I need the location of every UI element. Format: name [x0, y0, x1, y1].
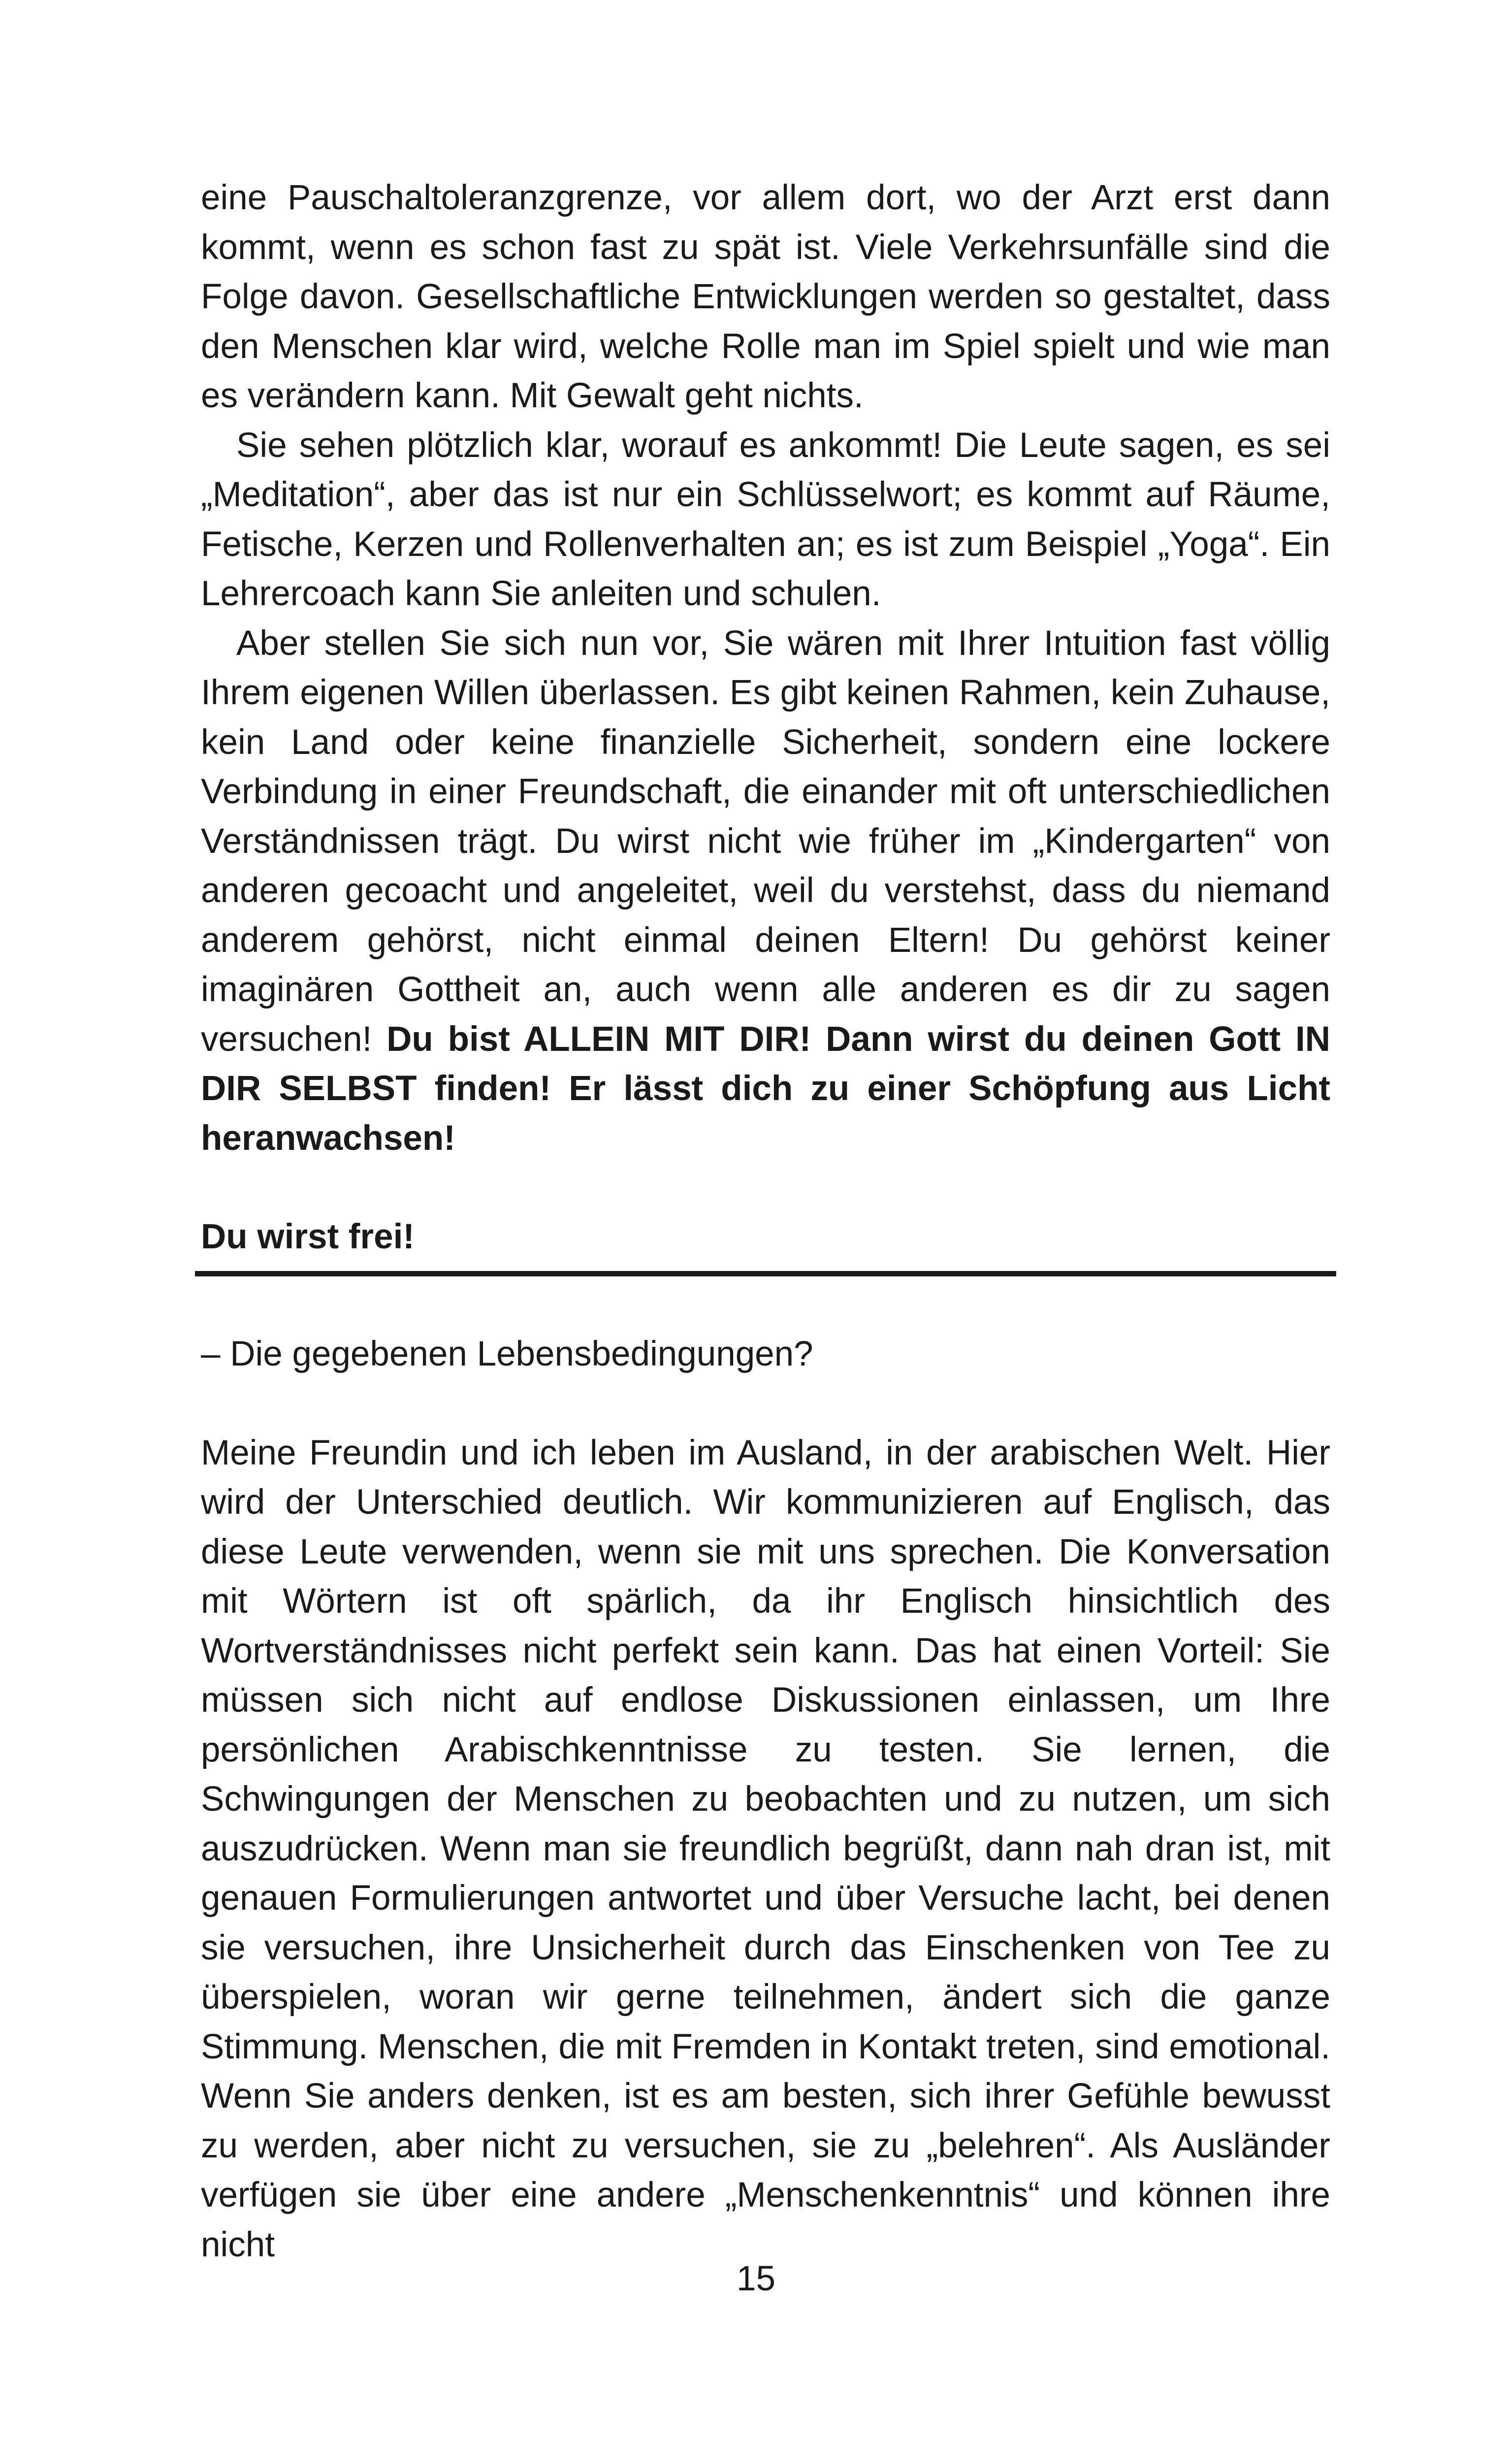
bold-ending: Du bist ALLEIN MIT DIR! Dann wirst du deinen Gott IN DIR SELBST finden! Er lässt dich zu einer Schöpfung aus Licht heranwachsen!: [201, 1019, 1331, 1158]
paragraph-3: [201, 619, 1330, 1164]
paragraph-2: Sie sehen plötzlich klar, worauf es ankommt! Die Leute sagen, es sei „Meditation“, aber das ist nur ein Schlüsselwort; es kommt auf Räume, Fetische, Kerzen und Rollenverhalten an; es ist zum Beispiel „Yoga“. Ein Lehrercoach kann Sie anleiten und schulen.: [201, 425, 1330, 613]
paragraph-4: Meine Freundin und ich leben im Ausland, in der arabischen Welt. Hier wird der Unterschied deutlich. Wir kommunizieren auf Englisch, das diese Leute verwenden, wenn sie mit uns sprechen. Die Konversation mit Wörtern ist oft spärlich, da ihr Englisch hinsichtlich des Wortverständnisses nicht perfekt sein kann. Das hat einen Vorteil: Sie müssen sich nicht auf endlose Diskussionen einlassen, um Ihre persönlichen Arabischkenntnisse zu testen. Sie lernen, die Schwingungen der Menschen zu beobachten und zu nutzen, um sich auszudrücken. Wenn man sie freundlich begrüßt, dann nah dran ist, mit genauen Formulierungen antwortet und über Versuche lacht, bei denen sie versuchen, ihre Unsicherheit durch das Einschenken von Tee zu überspielen, woran wir gerne teilnehmen, ändert sich die ganze Stimmung. Menschen, die mit Fremden in Kontakt treten, sind emotional. Wenn Sie anders denken, ist es am besten, sich ihrer Gefühle bewusst zu werden, aber nicht zu versuchen, sie zu „belehren“. Als Ausländer verfügen sie über eine andere „Menschenkenntnis“ und können ihre nicht: [201, 1433, 1330, 2264]
text-column-top: [201, 173, 1330, 1262]
paragraph-1: eine Pauschaltoleranzgrenze, vor allem dort, wo der Arzt erst dann kommt, wenn es schon fast zu spät ist. Viele Verkehrsunfälle sind die Folge davon. Gesellschaftliche Entwicklungen werden so gestaltet, dass den Menschen klar wird, welche Rolle man im Spiel spielt und wie man es verändern kann. Mit Gewalt geht nichts.: [201, 178, 1330, 415]
section-divider: [195, 1271, 1336, 1276]
page-number: 15: [737, 2259, 775, 2298]
heading-du-wirst-frei: Du wirst frei!: [201, 1217, 415, 1256]
question-line: – Die gegebenen Lebensbedingungen?: [201, 1335, 813, 1373]
paragraph-3-text: Aber stellen Sie sich nun vor, Sie wären mit Ihrer Intuition fast völlig Ihrem eigenen Willen überlassen. Es gibt keinen Rahmen, kein Zuhause, kein Land oder keine finanzielle Sicherheit, sondern eine lockere Verbindung in einer Freundschaft, die einander mit oft unterschiedlichen Verständnissen trägt. Du wirst nicht wie früher im „Kindergarten“ von anderen gecoacht und angeleitet, weil du verstehst, dass du niemand anderem gehörst, nicht einmal deinen Eltern! Du gehörst keiner imaginären Gottheit an, auch wenn alle anderen es dir zu sagen versuchen!: [201, 623, 1330, 1059]
text-column-bottom: [201, 1330, 1330, 2270]
